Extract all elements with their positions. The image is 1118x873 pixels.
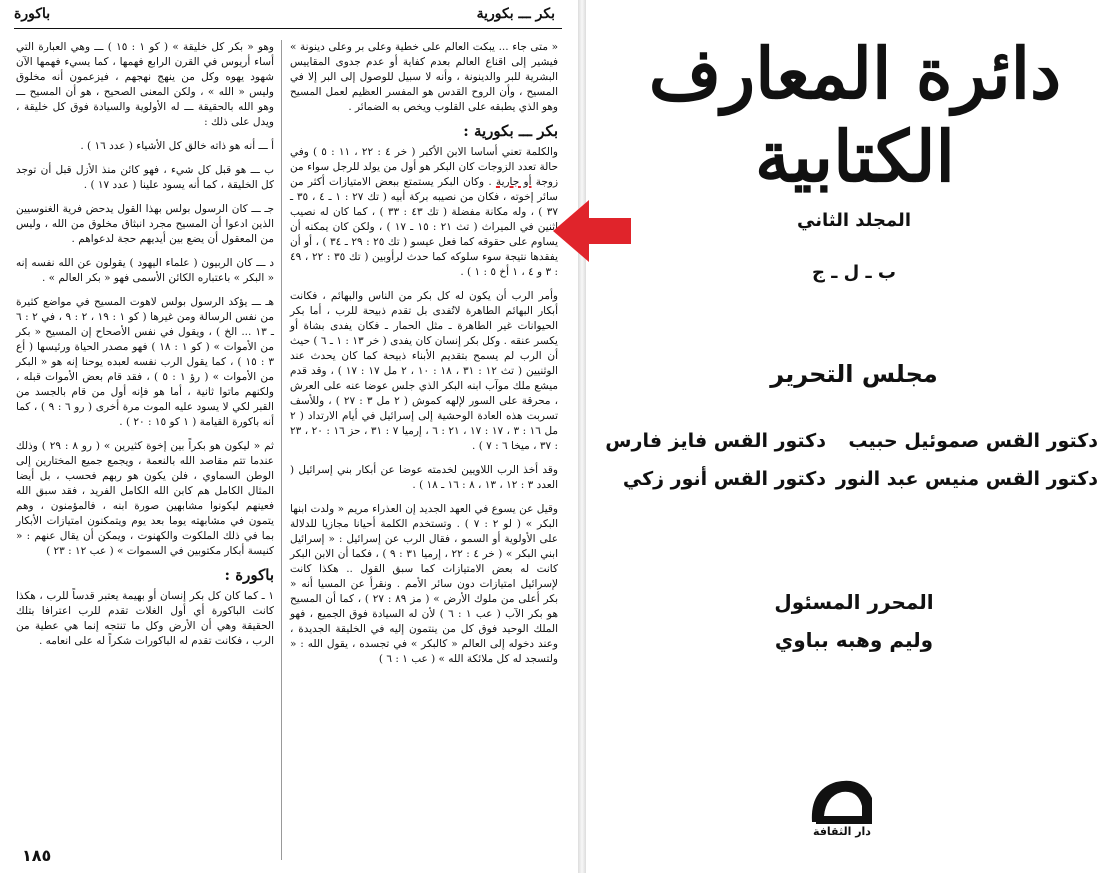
page-number: ١٨٥ [22,846,52,865]
book-gutter [578,0,586,873]
bikr-paragraph-4: وقيل عن يسوع في العهد الجديد إن العذراء مريم « ولدت ابنها البكر » ( لو ٢ : ٧ ) . وتستخدم الكلمة أحيانا مجازيا للدلالة على الأولوية أو السمو ، فقال الرب عن إسرائيل : « إسرائيل ابني البكر » ( خر ٤ : ٢٢ ، إرميا ٣١ : ٩ ) ، فكما أن الابن البكر كانت له بعض الامتيازات كما سبق القول .. هكذا كانت لإسرائيل امتيازات دون سائر الأمم . ونقرأ عن المسيا أنه « بكر أعلى من ملوك الأرض » ( مز ٨٩ : ٢٧ ) ، كما أن المسيح هو بكر الآب ( عب ١ : ٦ ) لأن له السيادة فوق الجميع ، فهو الملك الوحيد فوق كل من ينتمون إليه في الخليقة الجديدة ، وعند دخوله إلى العالم « كالبكر » في تجسده ، يقول الله : « ولتسجد له كل ملائكة الله » ( عب ١ : ٦ ) [290,503,559,665]
right-column [290,40,558,676]
editorial-board-heading: مجلس التحرير [770,360,938,388]
responsible-editor-heading: المحرر المسئول [774,590,934,614]
bikr-paragraph-2: وأمر الرب أن يكون له كل بكر من الناس والبهائم ، فكانت أبكار البهائم الطاهرة لاتُفدى بل تقدم ذبيحة للرب ، أما بكر الحيوانات غير الطاهرة ـ مثل الحمار ـ فكان يفدى بشاة أو يكسر عنقه . وكل بكر إنسان كان يفدى ( خر ١٣ : ١ ـ ٦ ) حيث أن الرب لم يسمح بتقديم الأبناء ذبيحة كما كان يحدث عند الوثنيين ( تث ١٢ : ٣١ ، ١٨ : ١٠ ، ٢ مل ١٧ : ١٧ ) ، وقد قدم ميشع ملك موآب ابنه البكر الذي جلس عوضا عنه على العرش ، محرقة على السور لإلهه كموش ( ٢ مل ٣ : ٢٧ ) ، وللأسف تسربت هذه العادة الوحشية إلى إسرائيل في أيام الارتداد ( ٢ مل ١٦ : ٣ ، ١٧ : ١٧ ، ٢١ : ٦ ، إرميا ٧ : ٣١ ، حز ١٦ : ٢٠ ، ٢٣ : ٣٧ ، ميخا ٦ : ٧ ) . [290,290,559,452]
list-item-h: هـ ـــ يؤكد الرسول بولس لاهوت المسيح في مواضع كثيرة من نفس الرسالة ومن غيرها ( كو ١ : ١٩ ، ٢ : ٩ ، في ٢ : ٦ ـ ١٣ ... الخ ) ، ويقول في نفس الأصحاح إن المسيح « بكر من الأموات » ( كو ١ : ١٨ ) فهو مصدر الحياة ورئيسها ( أع ٣ : ١٥ ) ، كما يقول الرب نفسه لعبده يوحنا إنه هو « البكر من الأموات » ( رؤ ١ : ٥ ) ، فقد قام بعض الأموات قبله ، ولكنهم ماتوا ثانية ، أما هو فإنه أول من قام بالجسد من القبر لكي لا يسود عليه الموت مرة أخرى ( رو ٦ : ٩ ) ، كما أنه باكورة القيامة ( ١ كو ١٥ : ٢٠ ) . [16,296,275,428]
header-right-title: بكر ـــ بكورية [476,6,555,22]
highlighted-phrase: أو جارية [495,176,532,188]
list-item-d: د ـــ كان الربيون ( علماء اليهود ) يقولون عن الله نفسه إنه « البكر » باعتباره الكائن الأسمى فهو « بكر العالم » . [16,257,274,284]
editor-1: دكتور القس صموئيل حبيب [848,430,1098,452]
header-rule [14,28,562,29]
list-item-b: ب ـــ هو قبل كل شيء ، فهو كائن منذ الأزل قبل أن توجد كل الخليقة ، كما أنه يسود علينا ( عدد ١٧ ) . [16,164,274,191]
encyclopedia-title: دائرة المعارف الكتابية [648,32,1062,198]
intro-paragraph: « متى جاء ... يبكت العالم على خطية وعلى بر وعلى دينونة » فيشير إلى اقناع العالم بعدم كفاية أو عدم جدوى المقاييس البشرية للبر والدينونة ، وأنه لا سبيل للوصول إلى البر إلا في المسيح ، وأن الروح القدس هو المفسر العظيم لعمل المسيح وهو الذي يطبقه على القلوب ويخص به الضمائر . [290,41,558,113]
title-page [590,0,1118,873]
para1-text-b: . وكان البكر يستمتع ببعض الامتيازات أكثر من سائر إخوته ، فكان من نصيبه بركة أبيه ( تك ٢٧ : ١ ـ ٤ ، ٣٥ ـ ٣٧ ) ، وله مكانة مفضلة ( تك ٤٣ : ٣٣ ) ، كما كان له نصيب اثنين في الميراث ( تث ٢١ : ١٥ ـ ١٧ ) ، ولكن كان يمكنه أن يساوم على حقوقه كما فعل عيسو ( تك ٢٥ : ٢٩ ـ ٣٤ ) ، أو أن يفقدها نتيجة سوء سلوكه كما حدث لرأوبين ( تك ٣٥ : ٢٢ ، ٤٩ : ٣ و ٤ ، ١ أخ ٥ : ١ ) . [290,176,558,278]
para1-text-a: والكلمة تعني أساسا الابن الأكبر ( خر ٤ : ٢٢ ، ١١ : ٥ ) وفي حالة تعدد الزوجات كان البكر هو أول من يولد للرجل سواء من زوجة [290,146,559,188]
left-paragraph-2: ثم « ليكون هو بكراً بين إخوة كثيرين » ( رو ٨ : ٢٩ ) وذلك عندما تتم مقاصد الله بالنعمة ، ويجمع جميع المختارين إلى الوطن السماوي ، فلن يكون هو ربهم فحسب ، بل أيضا المثال الكامل هم كابن الله الكامل الفريد ، فقد سبق الله فعينهم ليكونوا مشابهين صورة ابنه ، فالمؤمنون ، وهم يتمون في مشابهته يوما بعد يوم ويتمكنون امتيازات الأبكار بما في ذلك الملكوت والكهنوت ، ويمكن أن يقال عنهم : « كنيسة أبكار مكتوبين في السموات » ( عب ١٢ : ٢٣ ) [16,440,274,557]
publisher-name: دار الثقافة [813,825,871,838]
entry-heading-bikr: بكر ـــ بكورية : [463,122,558,140]
bakura-paragraph-1: ١ ـ كما كان كل بكر إنسان أو بهيمة يعتبر قدساً للرب ، هكذا كانت الباكورة أي أول الغلات تقدم للرب اعترافا بتلك الحقيقة وهي أن الأرض وكل ما تنتجه إنما هي عطية من الرب ، فكانت تقدم له الباكورات شكراً له على انعامه . [16,590,274,647]
column-divider [281,40,282,860]
bikr-paragraph-3: وقد أخذ الرب اللاويين لخدمته عوضا عن أبكار بني إسرائيل ( العدد ٣ : ١٢ ، ١٣ ، ٨ : ١٦ ـ ١٨ ) . [290,464,558,491]
entry-heading-bakura: باكورة : [224,566,274,584]
volume-label: المجلد الثاني [797,210,911,231]
list-item-c: جـ ـــ كان الرسول بولس بهذا القول يدحض فرية الغنوسيين الذين ادعوا أن المسيح مجرد انبثاق مخلوق من الله ، وليس من المعقول أن يضع بين أيديهم حجة لدعواهم . [16,203,274,245]
volume-letters: ب ـ ل ـ ج [811,262,897,283]
left-paragraph-1: وهو « بكر كل خليقة » ( كو ١ : ١٥ ) ـــ وهي العبارة التي أساء أريوس في القرن الرابع فهمها ، كما يسيء فهمها الآن شهود يهوه وكل من ينهج نهجهم ، فيزعمون أنه مخلوق وليس « الله » ، ولكن المعنى الصحيح ، هو أن المسيح ـــ وهو الله بالحقيقة ـــ له الأولوية والسيادة فوق كل خليقة ، ويدل على ذلك : [16,41,274,128]
editor-2: دكتور القس فايز فارس [605,430,826,452]
responsible-editor-name: وليم وهبه بباوي [774,628,934,652]
header-left-title: باكورة [14,6,51,22]
left-column [16,40,274,658]
list-item-a: أ ـــ أنه هو ذاته خالق كل الأشياء ( عدد ١٦ ) . [80,140,274,152]
editor-4: دكتور القس أنور زكي [622,468,826,490]
bikr-paragraph-1 [290,145,558,280]
editor-3: دكتور القس منيس عبد النور [835,468,1098,490]
